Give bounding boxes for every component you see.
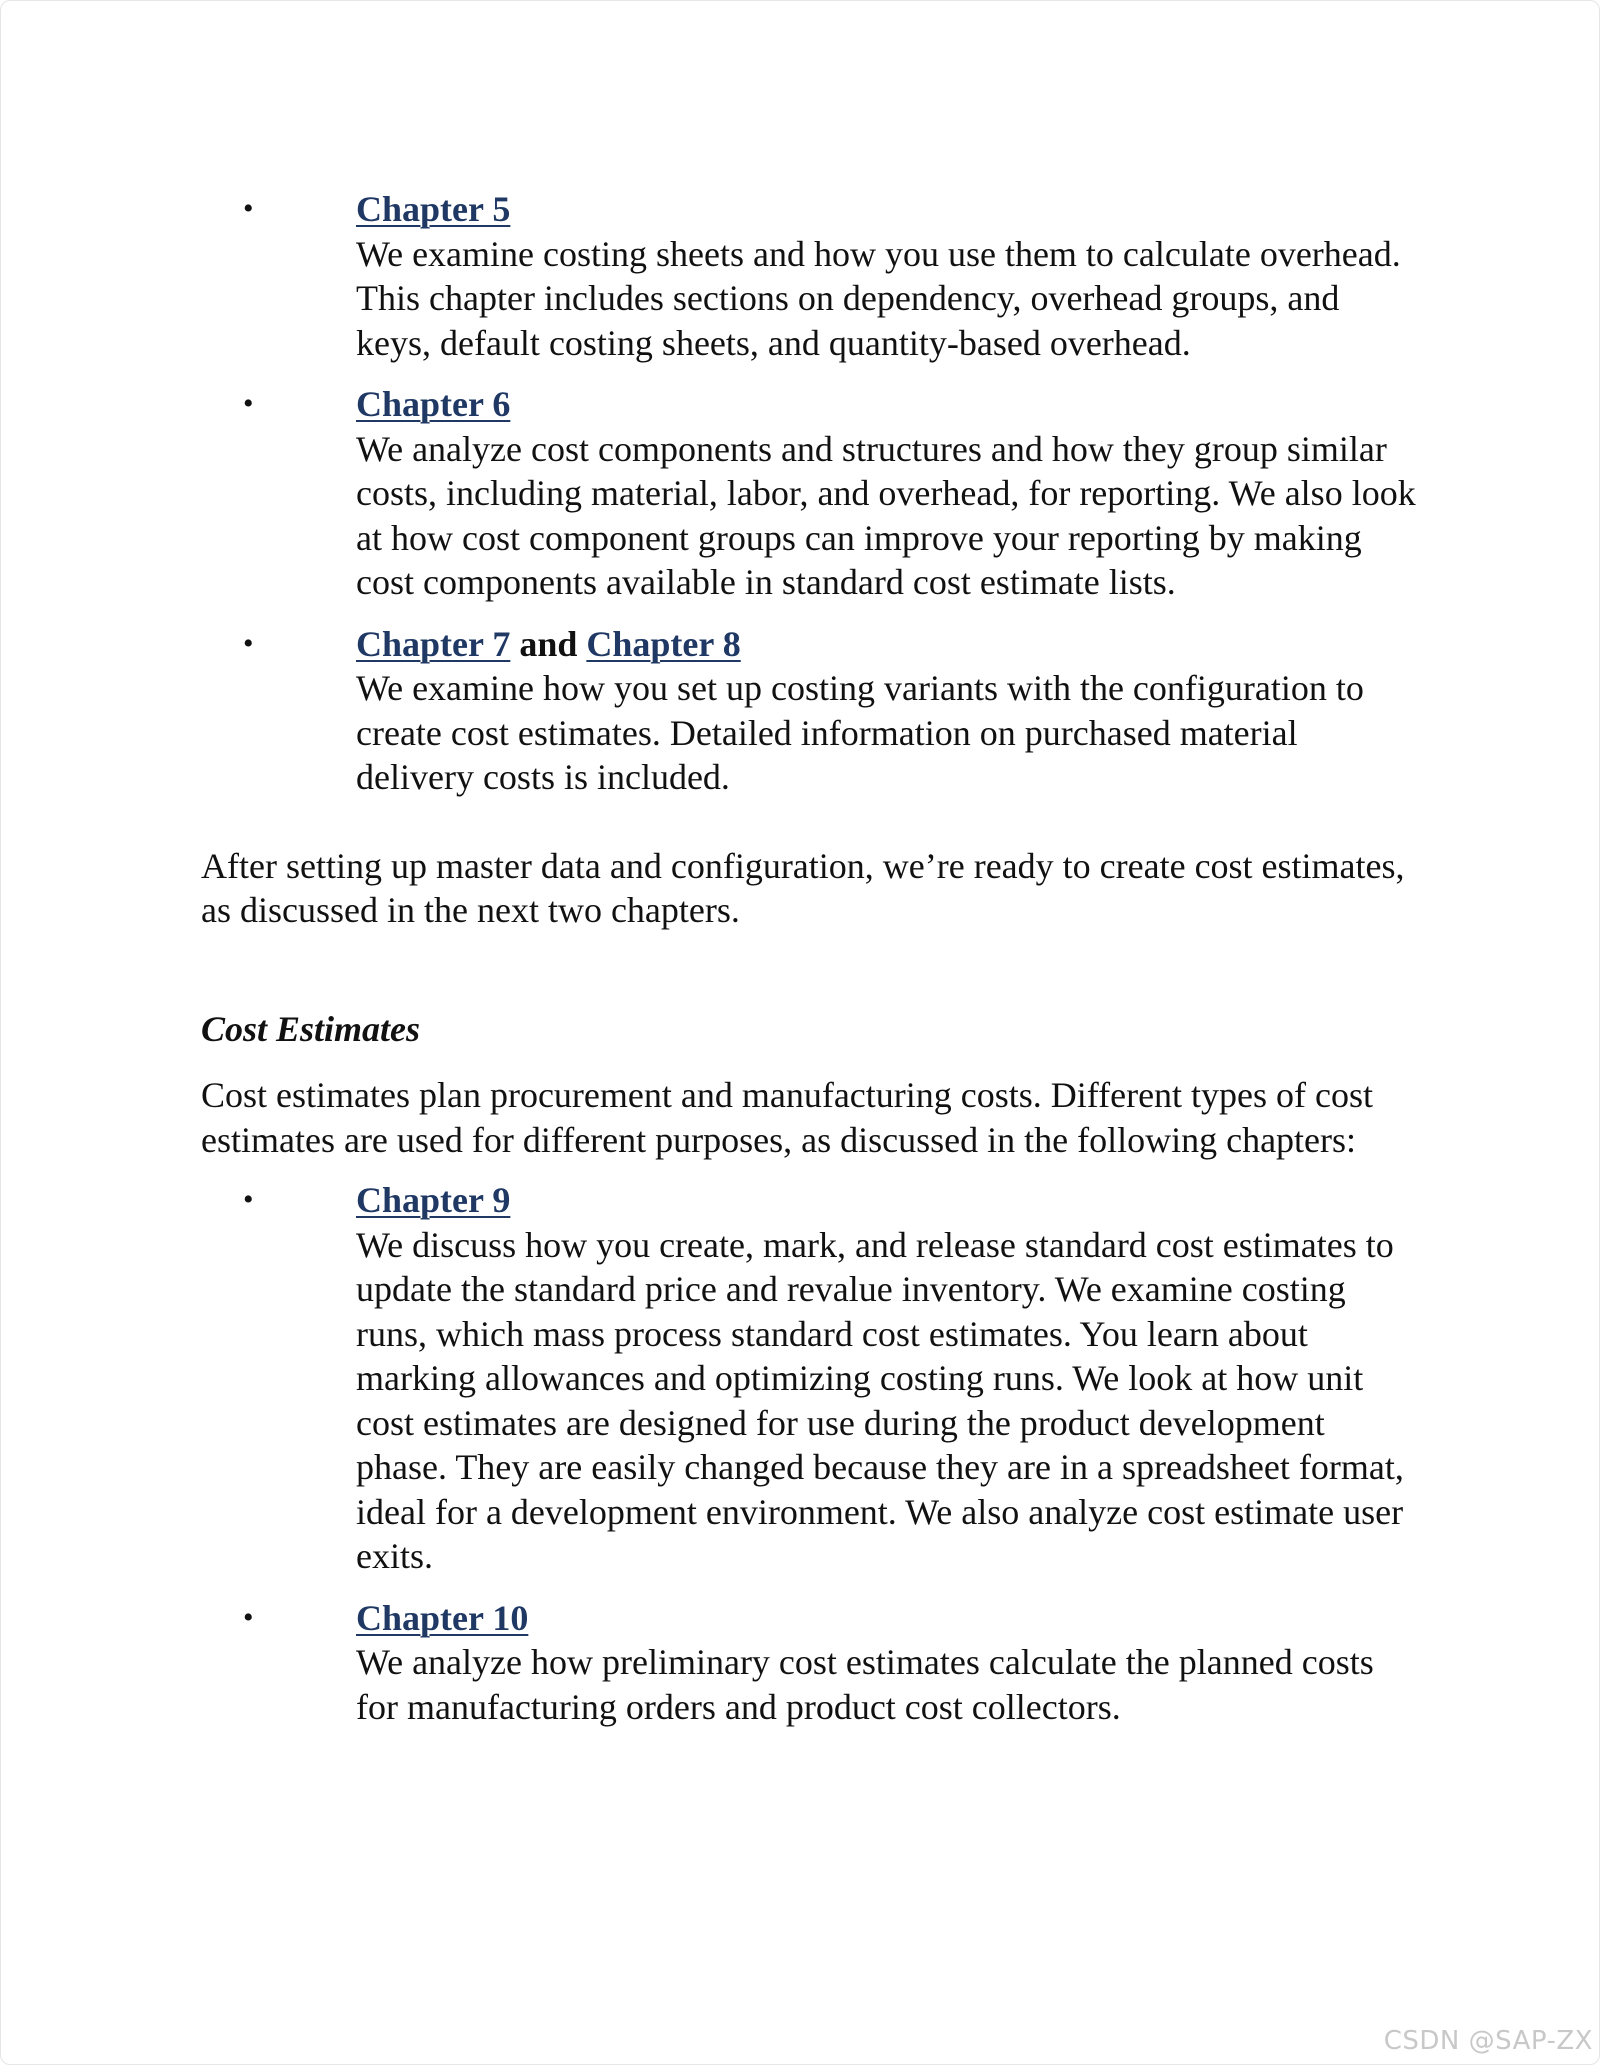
list-item bbox=[201, 187, 1421, 365]
chapter-7-link[interactable]: Chapter 7 bbox=[356, 623, 511, 664]
list-item bbox=[201, 382, 1421, 605]
list-item bbox=[201, 1596, 1421, 1730]
chapter-9-link[interactable]: Chapter 9 bbox=[356, 1180, 511, 1220]
chapter-list-configuration bbox=[201, 187, 1421, 800]
section-heading-cost-estimates: Cost Estimates bbox=[201, 1008, 421, 1049]
chapter-list-cost-estimates bbox=[201, 1178, 1421, 1729]
chapter-10-link[interactable]: Chapter 10 bbox=[356, 1597, 529, 1638]
bullet-icon: • bbox=[243, 1600, 254, 1634]
chapter-9-description: We discuss how you create, mark, and release standard cost estimates to update the standard price and revalue inventory. We examine costing runs, which mass process standard cost estimates. You learn about marking allowances and optimizing costing runs. We look at how unit cost estimates are designed for use during the product development phase. They are easily changed because they are in a spreadsheet format, ideal for a development environment. We also analyze cost estimate user exits. bbox=[356, 1224, 1404, 1576]
list-item bbox=[201, 622, 1421, 800]
watermark-text: CSDN @SAP-ZX bbox=[1383, 2026, 1593, 2056]
and-joiner: and bbox=[519, 623, 578, 664]
chapter-7-8-description: We examine how you set up costing variants with the configuration to create cost estimates. Detailed information on purchased material delivery costs is included. bbox=[356, 668, 1364, 797]
paragraph-after-configuration: After setting up master data and configuration, we’re ready to create cost estimates, as discussed in the next two chapters. bbox=[201, 845, 1405, 930]
bullet-icon: • bbox=[243, 387, 254, 420]
bullet-icon: • bbox=[243, 1183, 254, 1216]
section-intro-paragraph: Cost estimates plan procurement and manufacturing costs. Different types of cost estimates are used for different purposes, as discussed in the following chapters: bbox=[201, 1075, 1374, 1160]
chapter-6-link[interactable]: Chapter 6 bbox=[356, 384, 511, 424]
chapter-8-link[interactable]: Chapter 8 bbox=[586, 623, 741, 664]
chapter-6-description: We analyze cost components and structures and how they group similar costs, including material, labor, and overhead, for reporting. We also look at how cost component groups can improve your reporting by making cost components available in standard cost estimate lists. bbox=[356, 428, 1416, 602]
document-content bbox=[201, 187, 1421, 1746]
chapter-5-link[interactable]: Chapter 5 bbox=[356, 189, 511, 229]
chapter-10-description: We analyze how preliminary cost estimates calculate the planned costs for manufacturing orders and product cost collectors. bbox=[356, 1642, 1374, 1727]
bullet-icon: • bbox=[243, 626, 254, 660]
chapter-5-description: We examine costing sheets and how you use them to calculate overhead. This chapter includes sections on dependency, overhead groups, and keys, default costing sheets, and quantity-based overhead. bbox=[356, 233, 1401, 363]
list-item bbox=[201, 1178, 1421, 1579]
bullet-icon: • bbox=[243, 192, 254, 225]
